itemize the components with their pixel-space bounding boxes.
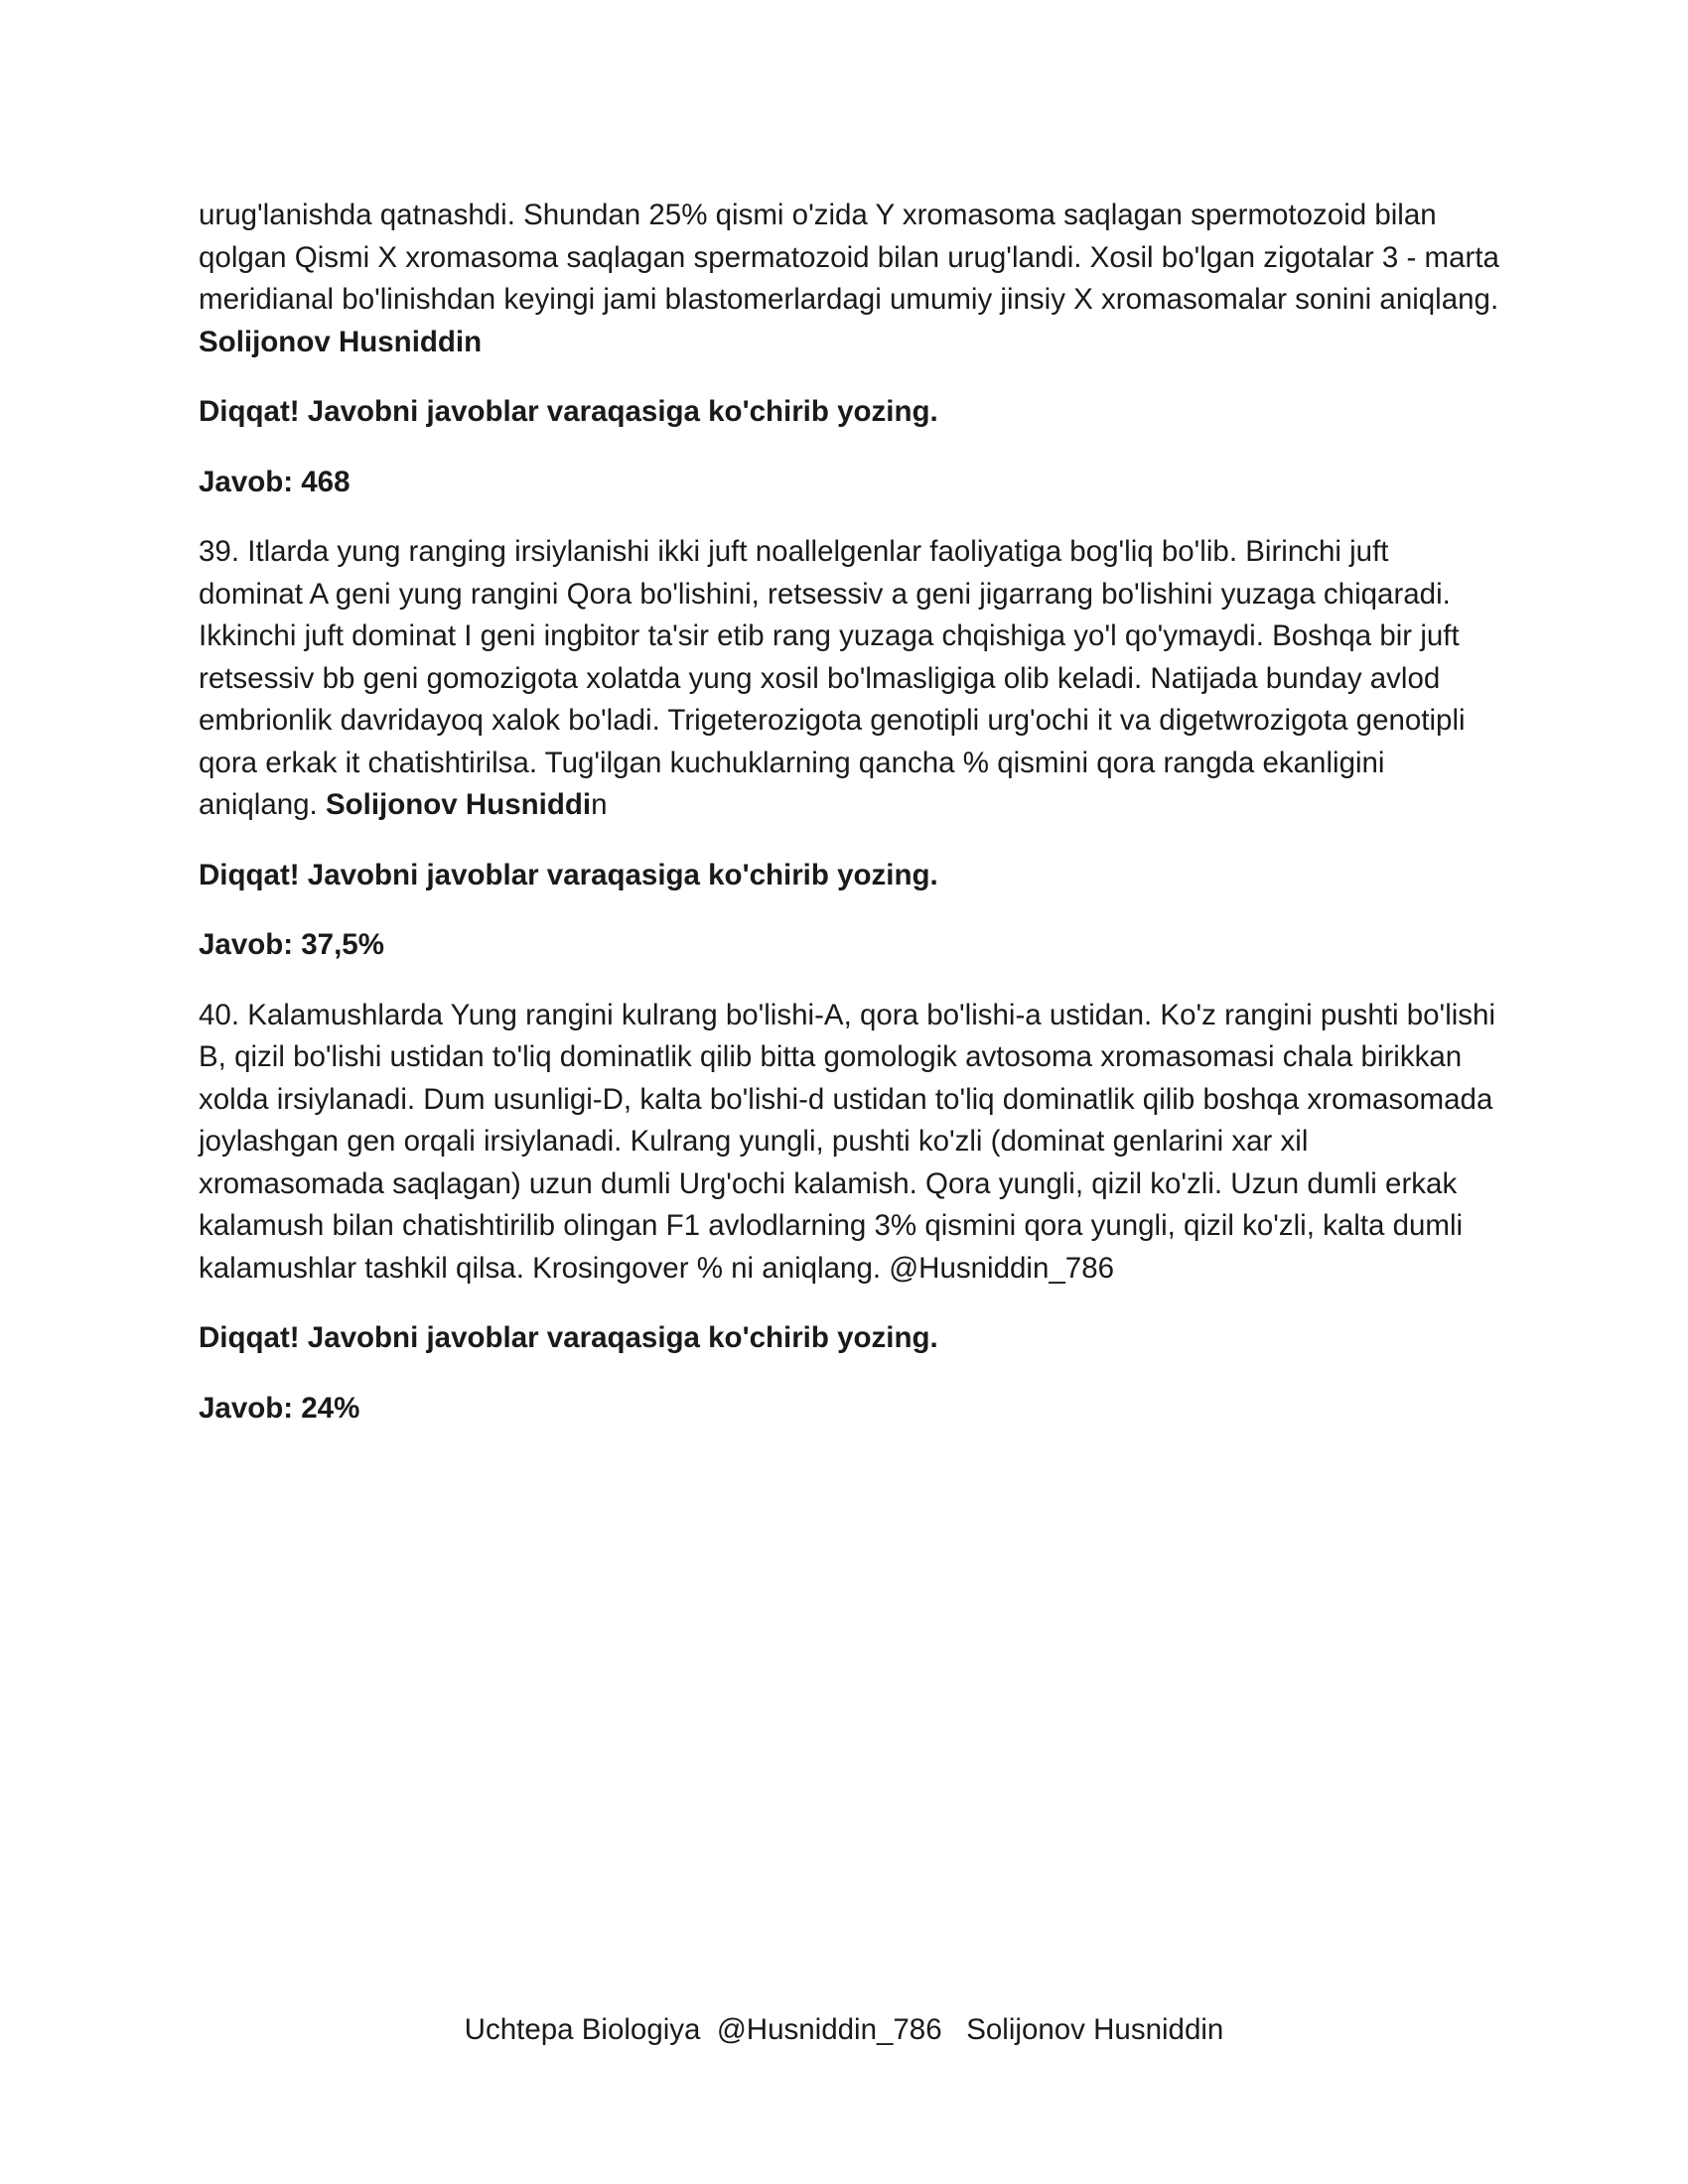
problem-40 (199, 995, 1499, 1291)
problem-text: 40. Kalamushlarda Yung rangini kulrang bo'lishi-A, qora bo'lishi-a ustidan. Ko'z rangini pushti bo'lishi B, qizil bo'lishi ustidan to'liq dominatlik qilib bitta gomologik avtosoma xromasomasi chala birikkan xolda irsiylanadi. Dum usunligi-D, kalta bo'lishi-d ustidan to'liq dominatlik qilib boshqa xromasomada joylashgan gen orqali irsiylanadi. Kulrang yungli, pushti ko'zli (dominat genlarini xar xil xromasomada saqlagan) uzun dumli Urg'ochi kalamish. Qora yungli, qizil ko'zli. Uzun dumli erkak kalamush bilan chatishtirilib olingan F1 avlodlarning 3% qismini qora yungli, qizil ko'zli, kalta dumli kalamushlar tashkil qilsa. Krosingover % ni aniqlang. @Husniddin_786 (199, 998, 1496, 1285)
problem-39 (199, 531, 1499, 827)
author-name: Solijonov Husniddin (199, 325, 483, 358)
instruction-note: Diqqat! Javobni javoblar varaqasiga ko'chirib yozing. (199, 858, 938, 891)
answer-38: Javob: 468 (199, 465, 351, 498)
instruction-note: Diqqat! Javobni javoblar varaqasiga ko'chirib yozing. (199, 395, 938, 428)
instruction-note: Diqqat! Javobni javoblar varaqasiga ko'chirib yozing. (199, 1321, 938, 1354)
problem-text: urug'lanishda qatnashdi. Shundan 25% qismi o'zida Y xromasoma saqlagan spermotozoid bilan qolgan Qismi X xromasoma saqlagan spermatozoid bilan urug'landi. Xosil bo'lgan zigotalar 3 - marta meridianal bo'linishdan keyingi jami blastomerlardagi umumiy jinsiy X xromasomalar sonini aniqlang. (199, 199, 1499, 316)
answer-39: Javob: 37,5% (199, 928, 384, 961)
document-body (199, 195, 1499, 1457)
author-name: Solijonov Husniddi (325, 788, 592, 821)
problem-38-continuation (199, 195, 1499, 363)
page-footer: Uchtepa Biologiya @Husniddin_786 Solijonov Husniddin (464, 2013, 1224, 2046)
answer-40: Javob: 24% (199, 1391, 360, 1425)
problem-text: 39. Itlarda yung ranging irsiylanishi ikki juft noallelgenlar faoliyatiga bog'liq bo'lib. Birinchi juft dominat A geni yung rangini Qora bo'lishini, retsessiv a geni jigarrang bo'lishini yuzaga chiqaradi. Ikkinchi juft dominat I geni ingbitor ta'sir etib rang yuzaga chqishiga yo'l qo'ymaydi. Boshqa bir juft retsessiv bb geni gomozigota xolatda yung xosil bo'lmasligiga olib keladi. Natijada bunday avlod embrionlik davridayoq xalok bo'ladi. Trigeterozigota genotipli urg'ochi it va digetwrozigota genotipli qora erkak it chatishtirilsa. Tug'ilgan kuchuklarning qancha % qismini qora rangda ekanligini aniqlang. (199, 535, 1466, 821)
author-name-tail: n (591, 788, 608, 821)
